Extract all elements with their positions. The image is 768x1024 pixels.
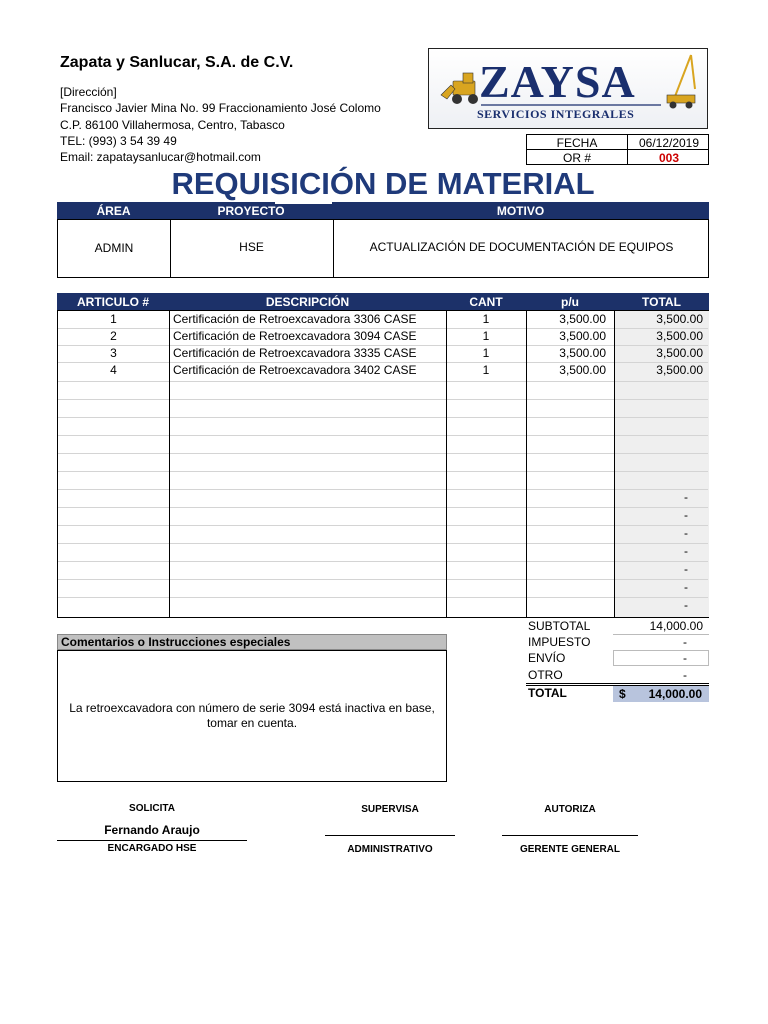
item-pu: 3,500.00 — [559, 363, 606, 377]
comments-heading: Comentarios o Instrucciones especiales — [57, 634, 447, 650]
item-cant: 1 — [482, 312, 490, 326]
col-total: TOTAL — [642, 295, 681, 309]
logo-text: ZAYSA — [479, 56, 636, 107]
logo-subtitle: SERVICIOS INTEGRALES — [477, 107, 635, 121]
company-phone: TEL: (993) 3 54 39 49 — [60, 134, 177, 148]
items-table-head — [57, 293, 709, 310]
supervisa-signature-line — [325, 835, 455, 836]
items-table — [57, 310, 709, 618]
impuesto-value: - — [683, 635, 687, 649]
item-desc: Certificación de Retroexcavadora 3094 CASE — [173, 329, 417, 343]
address-line-1: Francisco Javier Mina No. 99 Fraccionamiento José Colomo — [60, 101, 381, 115]
fecha-label: FECHA — [556, 136, 598, 150]
header-table-body — [57, 219, 709, 278]
page-title: REQUISICIÓN DE MATERIAL — [171, 166, 595, 201]
or-label: OR # — [562, 151, 591, 165]
total-label: TOTAL — [528, 686, 567, 700]
item-cant: 1 — [482, 363, 490, 377]
solicita-role: ENCARGADO HSE — [107, 843, 197, 854]
envio-label: ENVÍO — [528, 651, 566, 665]
item-total: 3,500.00 — [656, 312, 703, 326]
empty-row-total: - — [684, 508, 688, 522]
subtotal-label: SUBTOTAL — [528, 619, 591, 633]
company-name: Zapata y Sanlucar, S.A. de C.V. — [60, 54, 294, 71]
item-desc: Certificación de Retroexcavadora 3306 CASE — [173, 312, 417, 326]
fecha-row — [526, 134, 709, 150]
grand-total-value: 14,000.00 — [648, 687, 702, 701]
autoriza-label: AUTORIZA — [544, 804, 596, 815]
item-desc: Certificación de Retroexcavadora 3335 CASE — [173, 346, 417, 360]
empty-row-total: - — [684, 562, 688, 576]
impuesto-label: IMPUESTO — [528, 635, 591, 649]
area-label: ÁREA — [96, 204, 131, 218]
item-cant: 1 — [482, 346, 490, 360]
solicita-name: Fernando Araujo — [104, 823, 200, 837]
item-pu: 3,500.00 — [559, 346, 606, 360]
item-num: 1 — [110, 312, 117, 326]
col-descripcion: DESCRIPCIÓN — [265, 295, 350, 309]
subtotal-value: 14,000.00 — [649, 619, 703, 633]
currency-symbol: $ — [619, 687, 626, 701]
item-num: 3 — [110, 346, 117, 360]
col-cant: CANT — [469, 295, 503, 309]
empty-row-total: - — [684, 490, 688, 504]
item-total: 3,500.00 — [656, 329, 703, 343]
company-email: Email: zapataysanlucar@hotmail.com — [60, 150, 261, 164]
motivo-value: ACTUALIZACIÓN DE DOCUMENTACIÓN DE EQUIPOS — [369, 240, 674, 254]
address-label: [Dirección] — [60, 85, 117, 99]
item-pu: 3,500.00 — [559, 312, 606, 326]
empty-row-total: - — [684, 544, 688, 558]
empty-row-total: - — [684, 598, 688, 612]
item-num: 4 — [110, 363, 117, 377]
address-line-2: C.P. 86100 Villahermosa, Centro, Tabasco — [60, 118, 285, 132]
header-table-head — [57, 202, 709, 219]
motivo-label: MOTIVO — [496, 204, 545, 218]
item-pu: 3,500.00 — [559, 329, 606, 343]
autoriza-signature-line — [502, 835, 638, 836]
empty-row-total: - — [684, 580, 688, 594]
solicita-label: SOLICITA — [129, 803, 175, 814]
envio-value: - — [683, 651, 687, 665]
proyecto-label: PROYECTO — [217, 204, 285, 218]
item-cant: 1 — [482, 329, 490, 343]
item-total: 3,500.00 — [656, 363, 703, 377]
comments-box — [57, 650, 447, 782]
item-total: 3,500.00 — [656, 346, 703, 360]
supervisa-label: SUPERVISA — [361, 804, 419, 815]
col-articulo: ARTICULO # — [77, 295, 149, 309]
or-value: 003 — [627, 150, 710, 164]
proyecto-value: HSE — [239, 240, 264, 254]
empty-row-total: - — [684, 526, 688, 540]
area-value: ADMIN — [94, 241, 134, 255]
otro-value: - — [683, 668, 687, 682]
item-desc: Certificación de Retroexcavadora 3402 CASE — [173, 363, 417, 377]
fecha-value: 06/12/2019 — [627, 135, 710, 149]
autoriza-role: GERENTE GENERAL — [519, 844, 620, 855]
item-num: 2 — [110, 329, 117, 343]
supervisa-role: ADMINISTRATIVO — [347, 844, 433, 855]
comments-text: La retroexcavadora con número de serie 3094 está inactiva en base, tomar en cuenta. — [69, 701, 435, 730]
or-row — [526, 149, 709, 165]
company-logo — [428, 48, 708, 129]
otro-label: OTRO — [528, 668, 563, 682]
col-pu: p/u — [561, 295, 579, 309]
solicita-signature-line — [57, 840, 247, 841]
